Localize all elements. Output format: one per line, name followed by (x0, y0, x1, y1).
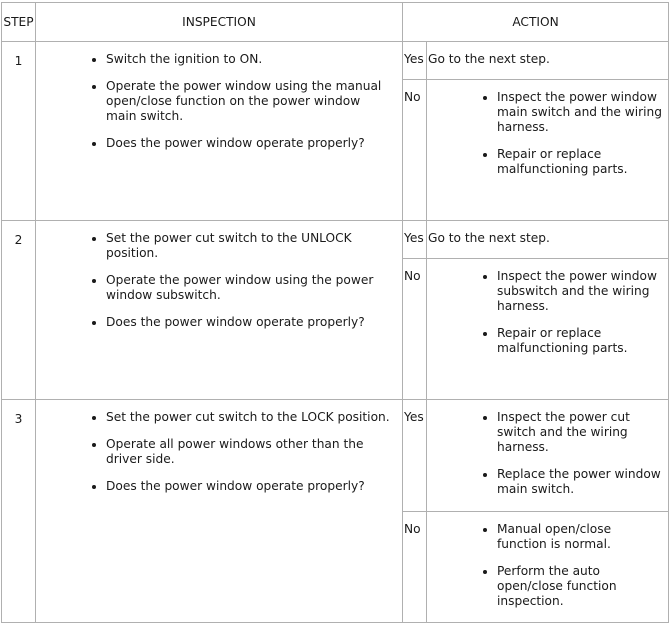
table-row (2, 400, 669, 512)
inspection-item: • Does the power window operate properly? (106, 136, 394, 151)
action-item: • Repair or replace malfunctioning parts. (497, 147, 664, 177)
step-number: 1 (2, 42, 36, 221)
no-action (427, 259, 669, 400)
inspection-item: • Set the power cut switch to the UNLOCK position. (106, 231, 394, 261)
inspection-item: • Does the power window operate properly? (106, 479, 394, 494)
no-label: No (403, 259, 427, 400)
no-label: No (403, 80, 427, 221)
action-item: • Inspect the power cut switch and the wiring harness. (497, 410, 664, 455)
step-number: 3 (2, 400, 36, 623)
header-inspection: INSPECTION (36, 3, 403, 42)
yes-label: Yes (403, 42, 427, 80)
inspection-item: • Operate all power windows other than the driver side. (106, 437, 394, 467)
yes-action: Go to the next step. (427, 42, 669, 80)
inspection-cell (36, 42, 403, 221)
action-item: • Replace the power window main switch. (497, 467, 664, 497)
inspection-cell (36, 400, 403, 623)
inspection-item: • Does the power window operate properly? (106, 315, 394, 330)
yes-label: Yes (403, 221, 427, 259)
inspection-cell (36, 221, 403, 400)
inspection-item: • Operate the power window using the manual open/close function on the power window main switch. (106, 79, 394, 124)
inspection-item: • Set the power cut switch to the LOCK position. (106, 410, 394, 425)
header-action: ACTION (403, 3, 669, 42)
action-item: • Inspect the power window main switch and the wiring harness. (497, 90, 664, 135)
yes-action: Go to the next step. (427, 221, 669, 259)
action-item: • Perform the auto open/close function inspection. (497, 564, 664, 609)
yes-label: Yes (403, 400, 427, 512)
inspection-item: • Operate the power window using the power window subswitch. (106, 273, 394, 303)
yes-action (427, 400, 669, 512)
action-item: • Manual open/close function is normal. (497, 522, 664, 552)
no-action (427, 80, 669, 221)
table-row (2, 42, 669, 80)
header-step: STEP (2, 3, 36, 42)
inspection-table (1, 2, 669, 623)
action-item: • Inspect the power window subswitch and the wiring harness. (497, 269, 664, 314)
inspection-item: • Switch the ignition to ON. (106, 52, 394, 67)
header-row (2, 3, 669, 42)
no-label: No (403, 512, 427, 623)
no-action (427, 512, 669, 623)
table-row (2, 221, 669, 259)
action-item: • Repair or replace malfunctioning parts. (497, 326, 664, 356)
step-number: 2 (2, 221, 36, 400)
